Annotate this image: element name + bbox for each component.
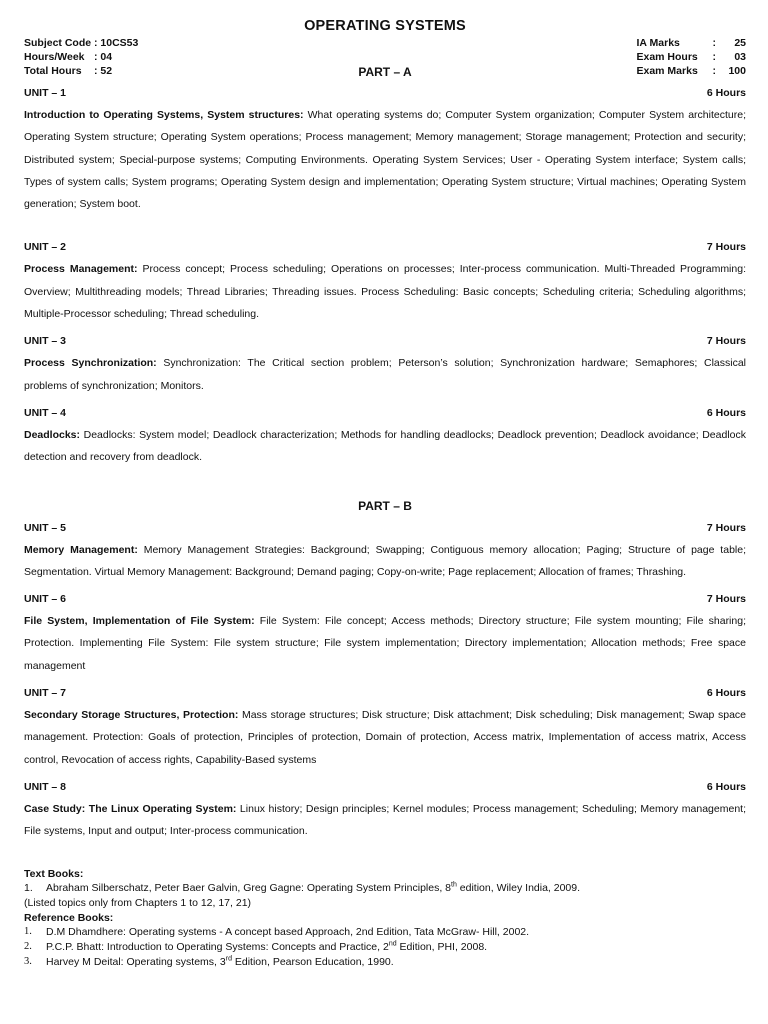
unit-topic-title: Case Study: The Linux Operating System: [24, 802, 237, 815]
meta-key: Subject Code [24, 37, 92, 49]
meta-key: IA Marks [636, 37, 680, 49]
meta-value: 25 [734, 37, 746, 49]
unit-heading [24, 780, 746, 794]
unit-description [24, 258, 746, 325]
book-citation [46, 881, 580, 896]
books-section [24, 867, 746, 970]
meta-row-ia-marks [637, 36, 747, 50]
book-citation [46, 955, 394, 970]
meta-key: Total Hours [24, 65, 82, 77]
unit-description [24, 104, 746, 215]
unit-label: UNIT – 6 [24, 593, 67, 606]
book-citation-rest: Edition, PHI, 2008. [396, 941, 488, 954]
unit-description [24, 424, 746, 469]
book-edition-suffix: nd [388, 940, 397, 948]
unit-heading [24, 592, 746, 606]
course-meta-left [24, 36, 138, 78]
meta-row-hours-week [24, 50, 138, 64]
unit-heading [24, 686, 746, 700]
unit-description [24, 704, 746, 771]
unit-heading [24, 334, 746, 348]
unit-heading [24, 240, 746, 254]
book-citation [46, 925, 529, 940]
unit-topic-text: Mass storage structures; Disk structure; Disk attachment; Disk scheduling; Disk management; Swap space management. Protection: Goals of protection, Principles of protection, Domain of protection, Access matrix, Implementation of access matrix, Access control, Revocation of access rights, Capability-Based systems [24, 709, 746, 766]
unit-label: UNIT – 3 [24, 335, 67, 348]
unit-hours: 7 Hours [706, 521, 746, 534]
meta-key: Hours/Week [24, 51, 85, 63]
book-number: 3. [24, 955, 32, 967]
unit-label: UNIT – 4 [24, 406, 67, 419]
meta-separator: : [712, 51, 716, 63]
meta-row-total-hours [24, 64, 138, 78]
text-book-item [24, 881, 746, 896]
book-edition-suffix: rd [225, 955, 232, 963]
unit-topic-title: Memory Management: [24, 543, 138, 556]
part-a-heading: PART – A [358, 65, 412, 79]
book-citation [46, 940, 487, 955]
part-b-heading: PART – B [358, 498, 412, 513]
meta-key: Exam Hours [636, 51, 698, 63]
reference-books-header: Reference Books: [24, 911, 114, 924]
unit-label: UNIT – 2 [24, 241, 67, 254]
unit-topic-text: What operating systems do; Computer System organization; Computer System architecture; Operating System structure; Operating System operations; Process management; Memory management; Storage management; Protection and security; Distributed system; Special-purpose systems; Computing Environments. Operating System Services; User - Operating System interface; System calls; Types of system calls; System programs; Operating System design and implementation; Operating System structure; Virtual machines; Operating System generation; System boot. [24, 109, 746, 211]
unit-heading [24, 406, 746, 420]
unit-label: UNIT – 7 [24, 687, 67, 700]
unit-hours: 7 Hours [706, 241, 746, 254]
unit-description [24, 352, 746, 397]
text-books-note: (Listed topics only from Chapters 1 to 12, 17, 21) [24, 896, 252, 909]
meta-separator: : [712, 65, 716, 77]
unit-hours: 6 Hours [706, 780, 746, 793]
unit-topic-text: Synchronization: The Critical section problem; Peterson’s solution; Synchronization hardware; Semaphores; Classical problems of synchronization; Monitors. [24, 357, 746, 392]
unit-label: UNIT – 5 [24, 521, 67, 534]
unit-topic-title: Process Synchronization: [24, 357, 157, 370]
unit-topic-text: Deadlocks: System model; Deadlock characterization; Methods for handling deadlocks; Deadlock prevention; Deadlock avoidance; Deadlock detection and recovery from deadlock. [24, 428, 746, 464]
text-books-header: Text Books: [24, 867, 84, 880]
reference-book-item [24, 940, 746, 955]
reference-book-item [24, 925, 746, 940]
meta-value: 100 [728, 65, 746, 77]
unit-hours: 6 Hours [706, 406, 746, 419]
course-meta-right [637, 36, 747, 78]
meta-separator: : [712, 37, 716, 49]
unit-hours: 7 Hours [706, 593, 746, 606]
meta-value: : 52 [94, 65, 113, 77]
meta-key: Exam Marks [636, 65, 698, 77]
unit-topic-text: File System: File concept; Access methods; Directory structure; File system mounting; File sharing; Protection. Implementing File System: File system structure; File system implementation; Directory implementation; Allocation methods; Free space management [24, 615, 746, 672]
unit-topic-title: Process Management: [24, 263, 138, 276]
unit-topic-title: Introduction to Operating Systems, System structures: [24, 109, 304, 121]
unit-topic-text: Memory Management Strategies: Background; Swapping; Contiguous memory allocation; Paging; Structure of page table; Segmentation. Virtual Memory Management: Background; Demand paging; Copy-on-write; Page replacement; Allocation of frames; Thrashing. [24, 543, 746, 578]
unit-heading [24, 521, 746, 535]
unit-label: UNIT – 1 [24, 87, 67, 99]
unit-description [24, 610, 746, 677]
unit-hours: 6 Hours [706, 87, 746, 99]
meta-row-exam-hours [637, 50, 747, 64]
unit-hours: 6 Hours [706, 687, 746, 700]
unit-topic-text: Process concept; Process scheduling; Operations on processes; Inter-process communication. Multi-Threaded Programming: Overview; Multithreading models; Thread Libraries; Threading issues. Process Scheduling: Basic concepts; Scheduling criteria; Scheduling algorithms; Multiple-Processor scheduling; Thread scheduling. [24, 263, 746, 321]
reference-book-item [24, 955, 746, 970]
meta-value: : 10CS53 [94, 37, 139, 49]
syllabus-page [24, 18, 746, 969]
unit-topic-text: Linux history; Design principles; Kernel modules; Process management; Scheduling; Memory management; File systems, Input and output; Inter-process communication. [24, 802, 746, 838]
book-citation-rest: edition, Wiley India, 2009. [456, 882, 581, 895]
unit-description [24, 798, 746, 843]
unit-heading [24, 86, 746, 100]
meta-value: : 04 [94, 51, 113, 63]
meta-value: 03 [734, 51, 746, 63]
unit-topic-title: Secondary Storage Structures, Protection: [24, 709, 239, 722]
unit-topic-title: Deadlocks: [24, 428, 81, 441]
book-citation-text: P.C.P. Bhatt: Introduction to Operating Systems: Concepts and Practice, 2 [46, 941, 389, 954]
book-number: 2. [24, 941, 32, 953]
meta-row-exam-marks [637, 64, 747, 78]
book-edition-suffix: th [451, 881, 457, 889]
book-citation-text: Harvey M Deital: Operating systems, 3 [46, 955, 226, 968]
unit-description [24, 539, 746, 584]
book-citation-rest: Edition, Pearson Education, 1990. [231, 955, 394, 968]
meta-row-subject-code [24, 36, 138, 50]
unit-topic-title: File System, Implementation of File System: [24, 615, 255, 628]
book-citation-text: D.M Dhamdhere: Operating systems - A concept based Approach, 2nd Edition, Tata McGraw- Hill, 2002. [46, 926, 530, 939]
unit-hours: 7 Hours [706, 335, 746, 348]
book-number: 1. [24, 882, 33, 895]
document-title: OPERATING SYSTEMS [304, 18, 466, 34]
book-number: 1. [24, 926, 32, 938]
book-citation-text: Abraham Silberschatz, Peter Baer Galvin, Greg Gagne: Operating System Principles, 8 [46, 882, 452, 895]
unit-label: UNIT – 8 [24, 780, 67, 793]
